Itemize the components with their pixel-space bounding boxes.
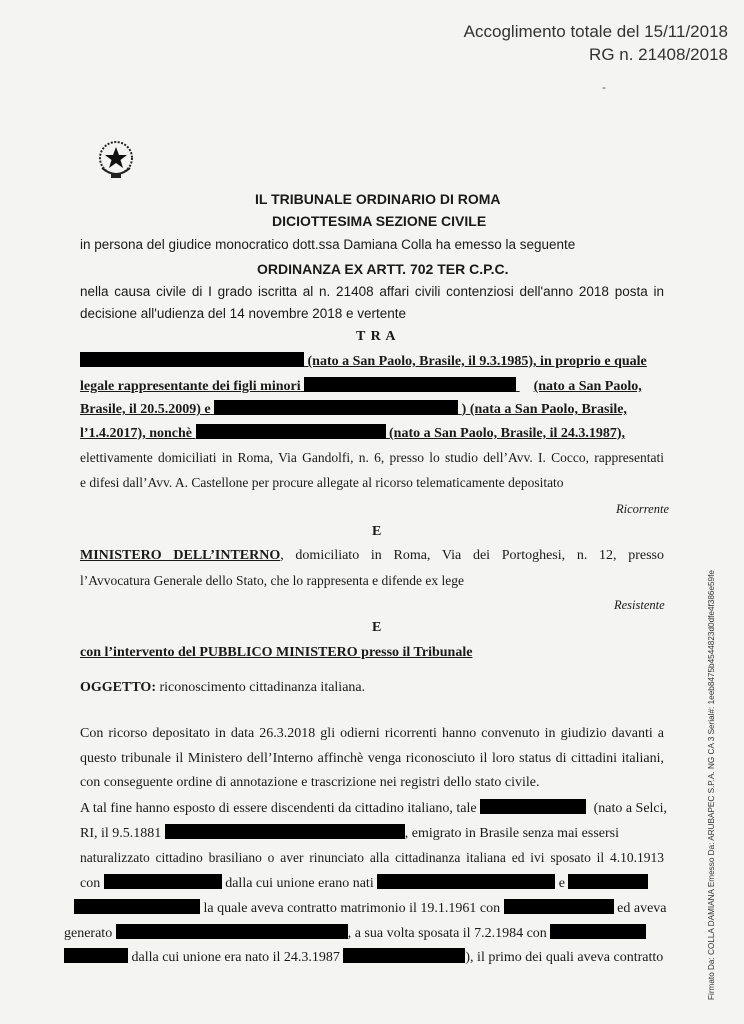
header-stamp [418, 20, 728, 66]
body-p1-line-3: con conseguente ordine di annotazione e trascrizione nei registri dello stato civile. [80, 775, 540, 790]
body-p2-line-2: RI, il 9.5.1881 , emigrato in Brasile senza mai essersi [80, 826, 619, 841]
body-p1-line-2: questo tribunale il Ministero dell’Interno affinchè venga riconosciuto il loro status di cittadini italiani, [80, 751, 664, 766]
oggetto-line: OGGETTO: riconoscimento cittadinanza italiana. [80, 680, 366, 695]
redaction [480, 799, 586, 814]
body-p2-line-3: naturalizzato cittadino brasiliano o aver rinunciato alla cittadinanza italiana ed ivi sposato il 4.10.1913 [80, 850, 664, 865]
redaction [304, 377, 516, 392]
tra-heading: T R A [356, 329, 397, 344]
judge-line: in persona del giudice monocratico dott.ssa Damiana Colla ha emesso la seguente [80, 237, 576, 252]
body-p2-line-4: con dalla cui unione erano nati e [80, 874, 648, 892]
resistente-name: MINISTERO DELL’INTERNO [80, 548, 281, 563]
e-separator-2: E [372, 620, 382, 635]
redaction [116, 924, 348, 939]
resistente-line-1: MINISTERO DELL’INTERNO, domiciliato in Roma, Via dei Portoghesi, n. 12, presso [80, 548, 665, 563]
oggetto-label: OGGETTO: [80, 680, 156, 695]
e-separator-1: E [372, 524, 382, 539]
header-decision: Accoglimento totale del 15/11/2018 [463, 22, 728, 41]
case-line-2: decisione all'udienza del 14 novembre 2018 e vertente [80, 306, 407, 321]
italian-republic-emblem-icon [96, 138, 136, 180]
resistente-line-2: l’Avvocatura Generale dello Stato, che lo rappresenta e difende ex lege [80, 573, 464, 588]
redaction [377, 874, 555, 889]
redaction [80, 352, 304, 367]
redaction [343, 948, 465, 963]
redaction [568, 874, 648, 889]
ricorrenti-line-5: elettivamente domiciliati in Roma, Via Gandolfi, n. 6, presso lo studio dell’Avv. I. Cocco, rappresentati [80, 450, 664, 465]
resistente-role: Resistente [614, 598, 665, 612]
redaction [196, 424, 386, 439]
body-p2-line-5: la quale aveva contratto matrimonio il 19.1.1961 con ed aveva [74, 899, 667, 917]
redaction [165, 824, 405, 839]
body-p1-line-1: Con ricorso depositato in data 26.3.2018 gli odierni ricorrenti hanno convenuto in giudizio davanti a [80, 726, 664, 741]
body-p2-line-1: A tal fine hanno esposto di essere discendenti da cittadino italiano, tale (nato a Selci, [80, 801, 668, 816]
redaction [214, 400, 458, 415]
ricorrenti-line-1: (nato a San Paolo, Brasile, il 9.3.1985), in proprio e quale [80, 352, 647, 370]
redaction [504, 899, 614, 914]
intervento-line: con l’intervento del PUBBLICO MINISTERO presso il Tribunale [80, 645, 473, 660]
ricorrenti-line-6: e difesi dall’Avv. A. Castellone per procure allegate al ricorso telematicamente depositato [80, 475, 564, 490]
case-line-1: nella causa civile di I grado iscritta al n. 21408 affari civili contenziosi dell'anno 2018 posta in [80, 284, 664, 299]
header-dash: - [602, 80, 606, 94]
redaction [104, 874, 222, 889]
court-section: DICIOTTESIMA SEZIONE CIVILE [272, 213, 487, 229]
body-p2-line-6: generato , a sua volta sposata il 7.2.1984 con [64, 924, 646, 942]
redaction [74, 899, 200, 914]
redaction [550, 924, 646, 939]
body-p2-line-7: dalla cui unione era nato il 24.3.1987 ), il primo dei quali aveva contratto [64, 948, 663, 966]
order-title: ORDINANZA EX ARTT. 702 TER C.P.C. [257, 261, 509, 277]
ricorrenti-line-2: legale rappresentante dei figli minori (nato a San Paolo, [80, 379, 642, 394]
ricorrenti-line-3: Brasile, il 20.5.2009) e ) (nata a San Paolo, Brasile, [80, 402, 627, 417]
ricorrenti-line-4: l’1.4.2017), nonchè (nato a San Paolo, Brasile, il 24.3.1987), [80, 426, 626, 441]
ricorrente-role: Ricorrente [616, 502, 669, 516]
court-name: IL TRIBUNALE ORDINARIO DI ROMA [255, 191, 501, 207]
header-rg-number: RG n. 21408/2018 [589, 45, 728, 64]
redaction [64, 948, 128, 963]
